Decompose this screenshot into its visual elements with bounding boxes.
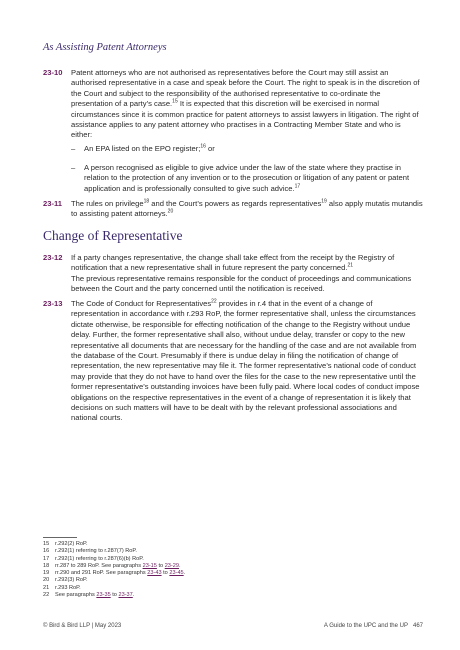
paragraph-23-12 [43,253,423,295]
footnotes [43,541,343,599]
footnote-ref[interactable]: 22 [211,298,217,305]
footnote: 18 rr.287 to 289 RoP. See paragraphs 23-15 to 23-29. [43,562,181,569]
footer-copyright: © Bird & Bird LLP | May 2023 [43,623,122,629]
bullet-dash: – [71,163,76,172]
paragraph-link[interactable]: 23-43 [147,570,162,577]
paragraph-text: The Code of Conduct for Representatives$^{22}$ provides in r.4 that in the event of a change of representation in accordance with r.293 RoP, the former representative shall, unless the circumstances dictate otherwise, be responsible for effecting notification of the change to the Registry without undue delay. Further, the former representative shall also, without undue delay, transfer or copy to the new representative all documents that are necessary for the handling of the case and are not available from the database of the Court. Presumably if there is undue delay in filing the notification of change of representation, the new representative may file it. The former representative’s national code of conduct may provide that they do not have to hand over the files for the case to the new representative until the former representative’s outstanding invoices have been fully paid. Where local codes of conduct impose obligations on the respective representatives in the event of a change of representation it is likely that decisions on such matters will have to be dealt with by the relevant professional associations and national courts. [71,298,420,423]
section-subheading: As Assisting Patent Attorneys [43,42,167,53]
footnote-ref[interactable]: 20 [167,208,174,215]
footnote: 17 r.292(1) referring to r.287(6)(b) RoP. [43,555,144,562]
paragraph-link[interactable]: 23-45 [169,570,184,577]
paragraph-number: 23-13 [43,299,63,308]
paragraph-link[interactable]: 23-37 [118,592,133,599]
paragraph-number: 23-12 [43,253,63,262]
paragraph-number: 23-11 [43,199,63,208]
bullet-item: – An EPA listed on the EPO register;$^{16}$ or [71,143,215,153]
bullet-item: – A person recognised as eligible to give advice under the law of the state where they practise in relation to the protection of any invention or to the prosecution or litigation of any patent or patent application and is professionally consulted to give such advice.$^{17}$ [71,163,410,193]
footnote-ref[interactable]: 18 [143,198,150,205]
section-heading: Change of Representative [43,228,183,243]
footnote: 20 r.292(3) RoP. [43,577,88,584]
paragraph-link[interactable]: 23-29 [164,562,179,569]
footnote-ref[interactable]: 21 [347,262,354,269]
footnote: 22 See paragraphs 23-35 to 23-37. [43,592,135,599]
footnote: 21 r.293 RoP. [43,584,81,591]
footnote-ref[interactable]: 16 [200,143,206,150]
paragraph-link[interactable]: 23-15 [142,562,157,569]
footnote: 19 rr.290 and 291 RoP. See paragraphs 23-43 to 23-45. [43,570,186,577]
footnote: 16 r.292(1) referring to r.287(7) RoP. [43,548,137,555]
footnote-divider [43,537,77,538]
paragraph-text: The rules on privilege$^{18}$ and the Court’s powers as regards representatives$^{19}$ also apply mutatis mutandis to assisting patent attorneys.$^{20}$ [71,198,423,219]
page-number: 467 [412,623,423,629]
paragraph-text: Patent attorneys who are not authorised as representatives before the Court may still assist an authorised representative in a case and speak before the Court. The right to speak is in the discretion of the Court and subject to the responsibility of the authorised representative to co-ordinate the presentation of a party’s case.$^{15}$ It is expected that this discretion will be exercised in normal circumstances since it is common practice for patent attorneys to assist lawyers in litigation. The right of assistance applies to any patent attorney who practises in a Contracting Member State and who is either: [71,68,420,140]
footnote-ref[interactable]: 17 [294,183,301,190]
paragraph-number: 23-10 [43,68,63,77]
paragraph-text: If a party changes representative, the change shall take effect from the receipt by the Registry of notification that a new representative shall in future represent the party concerned.$^{21}$ The previous representative remains responsible for the conduct of proceedings and communications between the Court and the party concerned until the notification is received. [71,253,412,294]
paragraph-23-11 [43,199,423,220]
footnote: 15 r.292(2) RoP. [43,541,88,547]
paragraph-23-10 [43,68,423,141]
paragraph-link[interactable]: 23-35 [96,592,111,599]
footnote-ref[interactable]: 15 [172,98,178,105]
footer-page-info: A Guide to the UPC and the UP 467 [323,623,423,629]
paragraph-23-13 [43,299,423,424]
bullet-dash: – [71,144,76,153]
footnote-ref[interactable]: 19 [321,198,327,205]
